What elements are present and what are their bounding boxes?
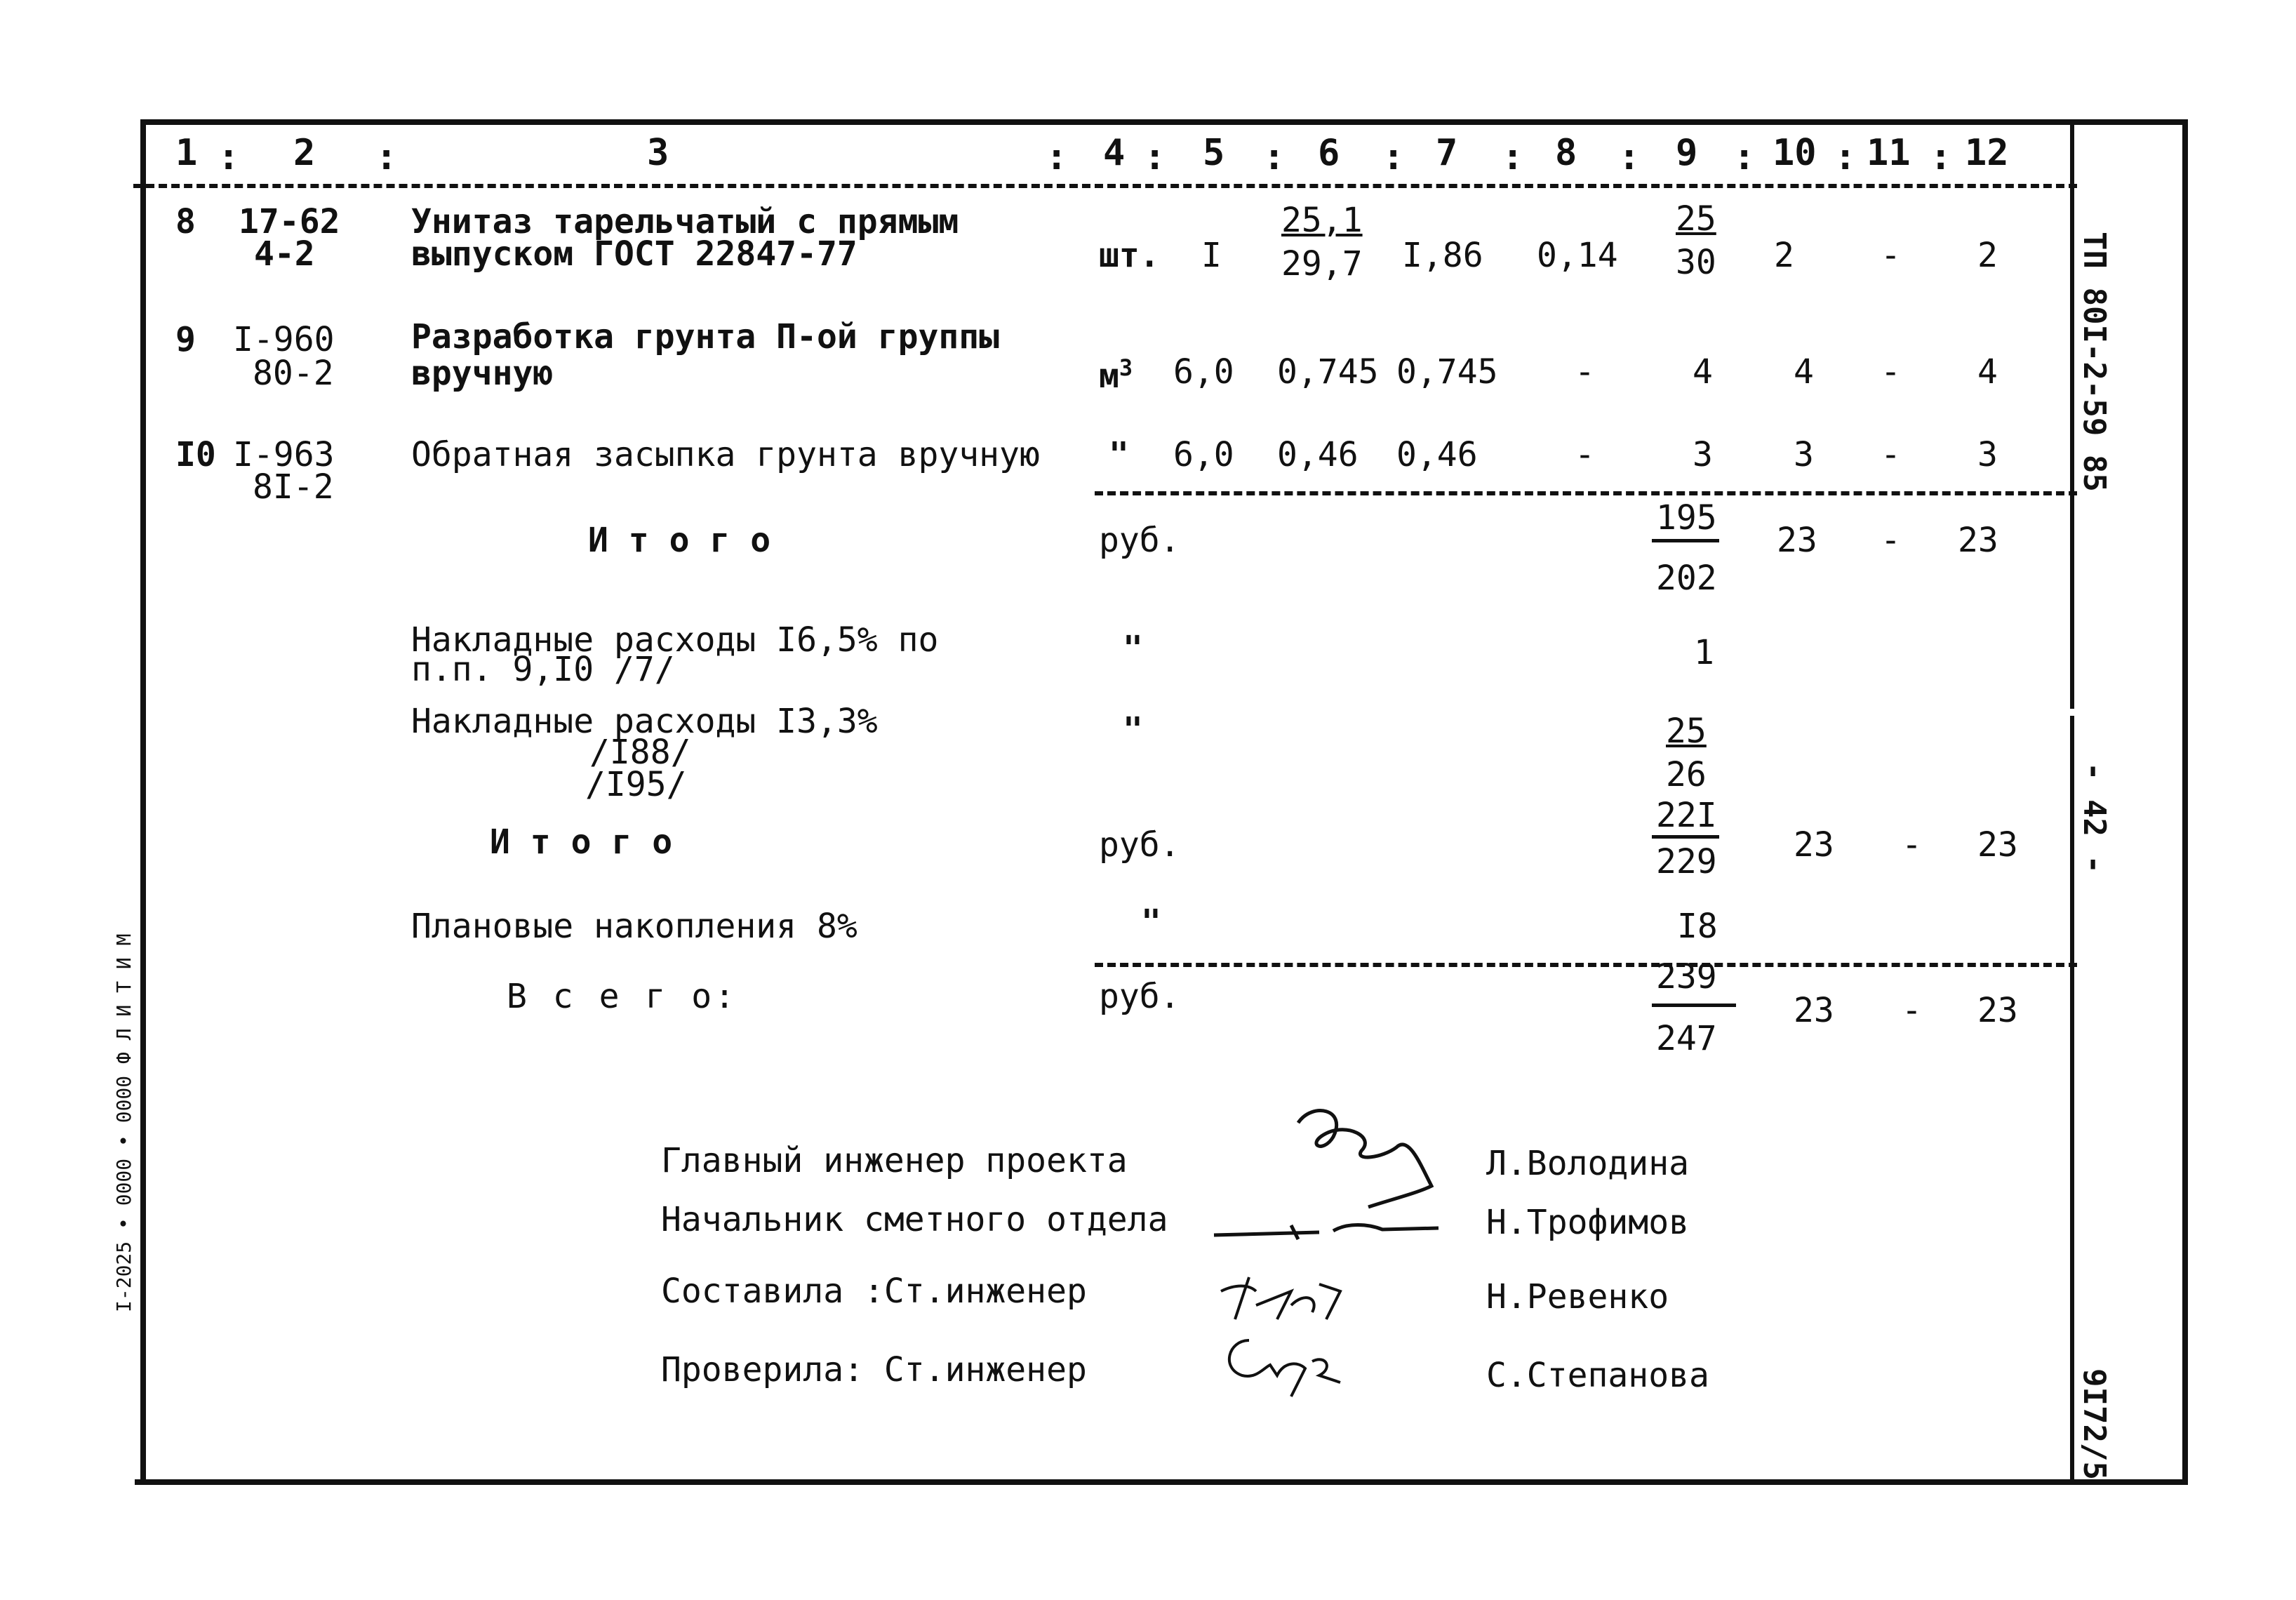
- header-sep: :: [1263, 136, 1286, 178]
- row-9-c12: 4: [1977, 352, 1998, 392]
- row-10-c12: 3: [1977, 435, 1998, 474]
- row-8-name2: выпуском ГОСТ 22847-77: [411, 234, 857, 274]
- total-c10: 23: [1794, 991, 1834, 1030]
- header-sep: :: [1733, 136, 1756, 178]
- overhead-2-c9-bottom: 26: [1666, 755, 1707, 794]
- side-page-number: - 42 -: [2076, 762, 2112, 874]
- row-8-c8: 0,14: [1537, 236, 1618, 275]
- row-10-code1: I-963: [233, 435, 335, 474]
- header-col-6: 6: [1318, 132, 1340, 174]
- row-9-c7: 0,745: [1396, 352, 1498, 392]
- row-10-c8: -: [1575, 435, 1595, 474]
- header-sep: :: [1046, 136, 1068, 178]
- savings-label: Плановые накопления 8%: [411, 907, 857, 946]
- header-sep: :: [218, 136, 240, 178]
- row-8-code1: 17-62: [239, 202, 340, 241]
- side-sheet-number: 9I72/5: [2076, 1368, 2112, 1480]
- header-col-7: 7: [1436, 132, 1458, 174]
- frame-bottom-border: [135, 1479, 2188, 1485]
- overhead-1-unit: ": [1123, 629, 1143, 668]
- row-9-name2: вручную: [411, 354, 554, 393]
- row-8-num: 8: [175, 202, 196, 241]
- row-8-c9-top: 25: [1676, 199, 1716, 239]
- rows-divider: [1095, 491, 2077, 495]
- header-col-4: 4: [1103, 132, 1126, 174]
- signature-name-2: Н.Трофимов: [1486, 1203, 1689, 1242]
- row-10-unit: ": [1109, 435, 1129, 474]
- header-col-3: 3: [647, 132, 669, 174]
- totals-divider: [1095, 963, 2077, 967]
- row-9-c6: 0,745: [1277, 352, 1379, 392]
- header-sep: :: [1382, 136, 1405, 178]
- header-sep: :: [1502, 136, 1524, 178]
- total-c9-bottom: 247: [1656, 1019, 1717, 1058]
- overhead-2-label1: Накладные расходы I3,3%: [411, 702, 878, 741]
- row-10-qty: 6,0: [1173, 435, 1234, 474]
- itogo-1-c12: 23: [1958, 521, 1998, 560]
- row-9-code1: I-960: [233, 320, 335, 359]
- row-9-c9: 4: [1693, 352, 1713, 392]
- row-10-c7: 0,46: [1396, 435, 1478, 474]
- row-8-c11: -: [1881, 236, 1901, 275]
- itogo-1-c10: 23: [1777, 521, 1817, 560]
- row-9-num: 9: [175, 320, 196, 359]
- header-col-8: 8: [1555, 132, 1577, 174]
- itogo-1-unit: руб.: [1099, 521, 1180, 560]
- overhead-1-label2: п.п. 9,I0 /7/: [411, 650, 675, 689]
- header-sep: :: [375, 136, 398, 178]
- overhead-1-c9: 1: [1694, 633, 1714, 672]
- side-document-code: ТП 80I-2-59 85: [2076, 232, 2112, 492]
- row-9-code2: 80-2: [253, 354, 334, 393]
- header-col-2: 2: [293, 132, 316, 174]
- row-9-qty: 6,0: [1173, 352, 1234, 392]
- header-col-11: 11: [1867, 132, 1911, 174]
- header-col-9: 9: [1676, 132, 1698, 174]
- signature-role-3: Составила :Ст.инженер: [661, 1272, 1087, 1311]
- row-8-code2: 4-2: [254, 234, 315, 274]
- row-10-c6: 0,46: [1277, 435, 1359, 474]
- row-9-c8: -: [1575, 352, 1595, 392]
- header-col-12: 12: [1965, 132, 2009, 174]
- row-8-c6-top: 25,1: [1281, 201, 1363, 240]
- row-8-name1: Унитаз тарельчатый с прямым: [411, 202, 959, 241]
- row-9-unit: [1099, 354, 1133, 396]
- row-9-c11: -: [1881, 352, 1901, 392]
- row-8-c6-bottom: 29,7: [1281, 244, 1363, 284]
- itogo-2-c10: 23: [1794, 825, 1834, 865]
- signature-scribble-3: [1207, 1263, 1361, 1333]
- header-col-5: 5: [1203, 132, 1225, 174]
- row-9-unit-base: м: [1099, 356, 1119, 396]
- fraction-line: [1652, 835, 1719, 839]
- overhead-2-label2: /I88/: [589, 733, 691, 772]
- row-8-c7: I,86: [1402, 236, 1483, 275]
- row-8-qty: I: [1201, 236, 1222, 275]
- overhead-2-unit: ": [1123, 710, 1143, 749]
- itogo-1-c9-bottom: 202: [1656, 559, 1717, 598]
- signature-role-2: Начальник сметного отдела: [661, 1200, 1168, 1239]
- row-10-c10: 3: [1794, 435, 1814, 474]
- total-c11: -: [1902, 991, 1922, 1030]
- itogo-2-c12: 23: [1977, 825, 2018, 865]
- itogo-2-c9-top: 22I: [1656, 796, 1717, 835]
- signature-name-4: С.Степанова: [1486, 1356, 1709, 1395]
- header-sep: :: [1618, 136, 1641, 178]
- row-9-name1: Разработка грунта П-ой группы: [411, 317, 1000, 356]
- itogo-2-label: И т о г о: [490, 822, 673, 862]
- row-9-c10: 4: [1794, 352, 1814, 392]
- itogo-2-c9-bottom: 229: [1656, 842, 1717, 881]
- total-c9-top: 239: [1656, 957, 1717, 996]
- frame-right-border: [2182, 119, 2188, 1485]
- left-margin-note: I-2025 • 0000 • 0000 Ф Л И Т И М: [112, 933, 135, 1312]
- row-8-unit: шт.: [1099, 236, 1160, 275]
- overhead-2-label3: /I95/: [585, 765, 687, 804]
- row-8-c9-bottom: 30: [1676, 243, 1716, 282]
- header-sep: :: [1930, 136, 1952, 178]
- fraction-line: [1652, 1004, 1736, 1007]
- row-10-num: I0: [175, 435, 216, 474]
- signature-role-4: Проверила: Ст.инженер: [661, 1350, 1087, 1389]
- itogo-1-c9-top: 195: [1656, 498, 1717, 538]
- row-10-c11: -: [1881, 435, 1901, 474]
- overhead-1-label1: Накладные расходы I6,5% по: [411, 620, 939, 660]
- itogo-1-label: И т о г о: [588, 521, 771, 560]
- signature-name-3: Н.Ревенко: [1486, 1277, 1669, 1316]
- row-10-c9: 3: [1693, 435, 1713, 474]
- overhead-2-c9-top: 25: [1666, 712, 1707, 751]
- frame-left-border: [140, 119, 146, 1485]
- side-column-divider-upper: [2070, 119, 2074, 709]
- row-9-unit-exponent: 3: [1119, 354, 1133, 381]
- itogo-2-c11: -: [1902, 825, 1922, 865]
- total-c12: 23: [1977, 991, 2018, 1030]
- frame-top-border: [146, 119, 2188, 125]
- total-unit: руб.: [1099, 977, 1180, 1016]
- total-label: В с е г о:: [507, 977, 737, 1016]
- itogo-1-c11: -: [1881, 521, 1901, 560]
- fraction-line: [1652, 539, 1719, 542]
- savings-unit: ": [1141, 902, 1161, 942]
- row-10-name: Обратная засыпка грунта вручную: [411, 435, 1040, 474]
- header-col-1: 1: [175, 132, 198, 174]
- signature-scribble-2: [1207, 1207, 1446, 1249]
- header-sep: :: [1834, 136, 1857, 178]
- header-sep: :: [1144, 136, 1166, 178]
- row-8-c12: 2: [1977, 236, 1998, 275]
- signature-scribble-4: [1207, 1326, 1361, 1404]
- signature-name-1: Л.Володина: [1486, 1144, 1689, 1183]
- savings-c9: I8: [1677, 907, 1718, 946]
- signature-role-1: Главный инженер проекта: [661, 1141, 1128, 1180]
- side-column-divider-lower: [2070, 716, 2074, 1485]
- header-divider: [133, 184, 2077, 188]
- row-10-code2: 8I-2: [253, 467, 334, 507]
- header-col-10: 10: [1773, 132, 1817, 174]
- signature-scribble-1: [1284, 1095, 1453, 1214]
- itogo-2-unit: руб.: [1099, 825, 1180, 865]
- row-8-c10: 2: [1774, 236, 1794, 275]
